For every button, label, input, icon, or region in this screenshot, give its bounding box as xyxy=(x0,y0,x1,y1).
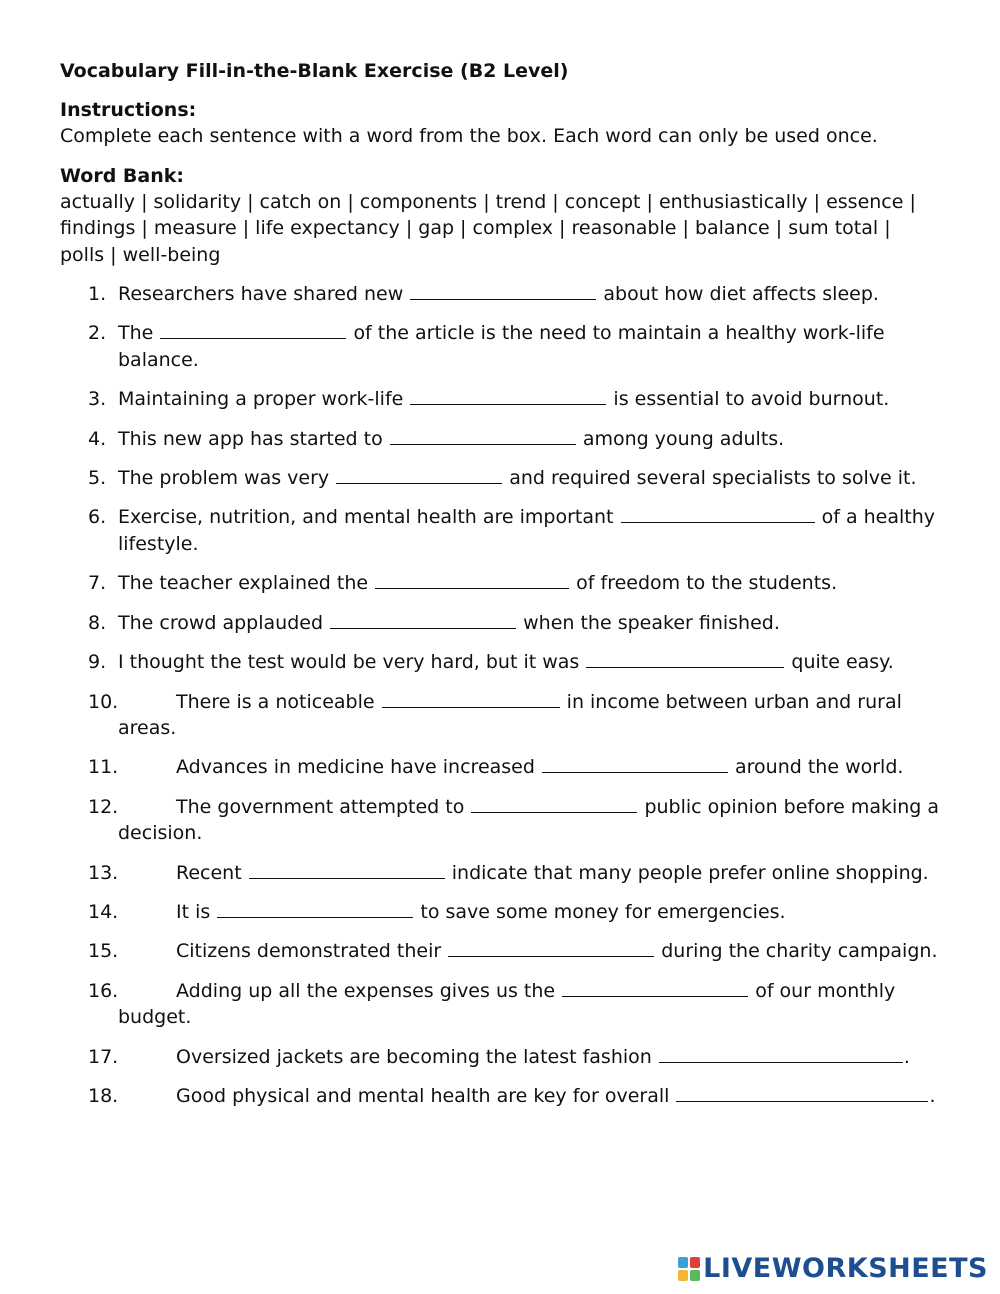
item-text-before: I thought the test would be very hard, but it was xyxy=(118,651,580,674)
answer-blank[interactable] xyxy=(160,324,346,339)
item-text-before: The problem was very xyxy=(118,467,330,490)
answer-blank[interactable] xyxy=(390,430,576,445)
answer-blank[interactable] xyxy=(382,693,560,708)
item-text-after: and required several specialists to solve it. xyxy=(509,467,917,490)
instructions-heading: Instructions: xyxy=(60,99,197,121)
exercise-item xyxy=(60,610,940,637)
answer-blank[interactable] xyxy=(586,653,784,668)
exercise-item xyxy=(60,465,940,492)
exercise-item xyxy=(60,386,940,413)
item-text-after: when the speaker finished. xyxy=(523,611,780,634)
item-text-after: around the world. xyxy=(735,756,904,779)
item-number: 14. xyxy=(88,901,119,924)
answer-blank[interactable] xyxy=(249,864,445,879)
item-text-before: The teacher explained the xyxy=(118,572,369,595)
answer-blank[interactable] xyxy=(410,390,606,405)
exercise-item xyxy=(60,860,940,887)
answer-blank[interactable] xyxy=(410,285,596,300)
item-text-before: The xyxy=(118,322,154,345)
answer-blank[interactable] xyxy=(336,469,502,484)
answer-blank[interactable] xyxy=(676,1087,928,1102)
item-text-before: Citizens demonstrated their xyxy=(176,940,442,963)
logo-text: LIVEWORKSHEETS xyxy=(703,1253,988,1284)
item-text-before: There is a noticeable xyxy=(176,690,375,713)
item-text-after: . xyxy=(929,1085,936,1108)
item-text-after: of a healthy lifestyle. xyxy=(118,506,936,555)
item-text-after: to save some money for emergencies. xyxy=(420,901,786,924)
exercise-item xyxy=(60,794,940,847)
item-text-before: Maintaining a proper work-life xyxy=(118,388,404,411)
answer-blank[interactable] xyxy=(659,1048,903,1063)
logo-mark-icon xyxy=(678,1257,700,1281)
item-text-after: of our monthly budget. xyxy=(118,979,896,1029)
item-text-after: is essential to avoid burnout. xyxy=(613,388,890,411)
item-text-before: Recent xyxy=(176,861,242,884)
answer-blank[interactable] xyxy=(542,758,728,773)
item-text-before: Adding up all the expenses gives us the xyxy=(176,979,556,1002)
word-bank-list: actually | solidarity | catch on | components | trend | concept | enthusiastically | essence | findings | measure | life expectancy | gap | complex | reasonable | balance | sum total | polls | well-being xyxy=(60,190,916,266)
exercise-item xyxy=(60,570,940,597)
item-number: 5. xyxy=(88,467,107,490)
exercise-item xyxy=(60,1083,940,1110)
exercise-item xyxy=(60,504,940,557)
word-bank-heading: Word Bank: xyxy=(60,164,184,187)
item-number: 2. xyxy=(88,322,107,345)
exercise-item xyxy=(60,978,940,1031)
item-number: 6. xyxy=(88,506,107,529)
item-number: 1. xyxy=(88,283,107,305)
item-text-before: Oversized jackets are becoming the latest fashion xyxy=(176,1045,652,1068)
item-number: 8. xyxy=(88,611,107,634)
item-text-before: Researchers have shared new xyxy=(118,283,404,305)
item-number: 3. xyxy=(88,388,107,411)
item-text-before: Exercise, nutrition, and mental health are important xyxy=(118,506,614,529)
exercise-item xyxy=(60,649,940,676)
item-text-before: Good physical and mental health are key for overall xyxy=(176,1085,670,1108)
exercise-item xyxy=(60,281,940,308)
item-text-after: quite easy. xyxy=(791,651,894,674)
item-number: 15. xyxy=(88,940,119,963)
item-number: 10. xyxy=(88,690,119,713)
item-text-after: . xyxy=(903,1045,910,1068)
item-text-after: among young adults. xyxy=(582,427,785,450)
item-text-after: during the charity campaign. xyxy=(661,940,938,963)
item-number: 18. xyxy=(88,1085,119,1108)
exercise-item xyxy=(60,320,940,373)
answer-blank[interactable] xyxy=(621,508,815,523)
item-number: 17. xyxy=(88,1045,119,1068)
item-number: 7. xyxy=(88,572,107,595)
answer-blank[interactable] xyxy=(562,982,748,997)
item-number: 12. xyxy=(88,795,119,818)
instructions-text: Complete each sentence with a word from the box. Each word can only be used once. xyxy=(60,125,878,147)
exercise-item xyxy=(60,899,940,926)
answer-blank[interactable] xyxy=(330,614,516,629)
item-text-before: It is xyxy=(176,901,211,924)
answer-blank[interactable] xyxy=(217,903,413,918)
item-number: 11. xyxy=(88,756,119,779)
worksheet xyxy=(60,58,940,1123)
item-text-before: Advances in medicine have increased xyxy=(176,756,535,779)
item-number: 9. xyxy=(88,651,107,674)
answer-blank[interactable] xyxy=(375,574,569,589)
item-text-after: indicate that many people prefer online shopping. xyxy=(451,861,929,884)
item-text-before: This new app has started to xyxy=(118,427,383,450)
exercise-item xyxy=(60,754,940,781)
item-number: 4. xyxy=(88,427,107,450)
item-number: 16. xyxy=(88,979,119,1002)
exercise-list xyxy=(60,281,940,1110)
item-text-before: The crowd applauded xyxy=(118,611,324,634)
exercise-item xyxy=(60,938,940,965)
exercise-item xyxy=(60,426,940,453)
page-title: Vocabulary Fill-in-the-Blank Exercise (B2 Level) xyxy=(60,60,569,82)
answer-blank[interactable] xyxy=(471,798,637,813)
item-text-after: of freedom to the students. xyxy=(576,572,838,595)
exercise-item xyxy=(60,1044,940,1071)
item-text-after: about how diet affects sleep. xyxy=(603,283,879,305)
item-text-after: in income between urban and rural areas. xyxy=(118,690,902,740)
item-text-after: of the article is the need to maintain a healthy work-life balance. xyxy=(118,322,885,371)
item-text-after: public opinion before making a decision. xyxy=(118,795,940,845)
exercise-item xyxy=(60,689,940,742)
item-text-before: The government attempted to xyxy=(176,795,465,818)
liveworksheets-logo xyxy=(678,1253,988,1284)
answer-blank[interactable] xyxy=(448,942,654,957)
item-number: 13. xyxy=(88,861,119,884)
